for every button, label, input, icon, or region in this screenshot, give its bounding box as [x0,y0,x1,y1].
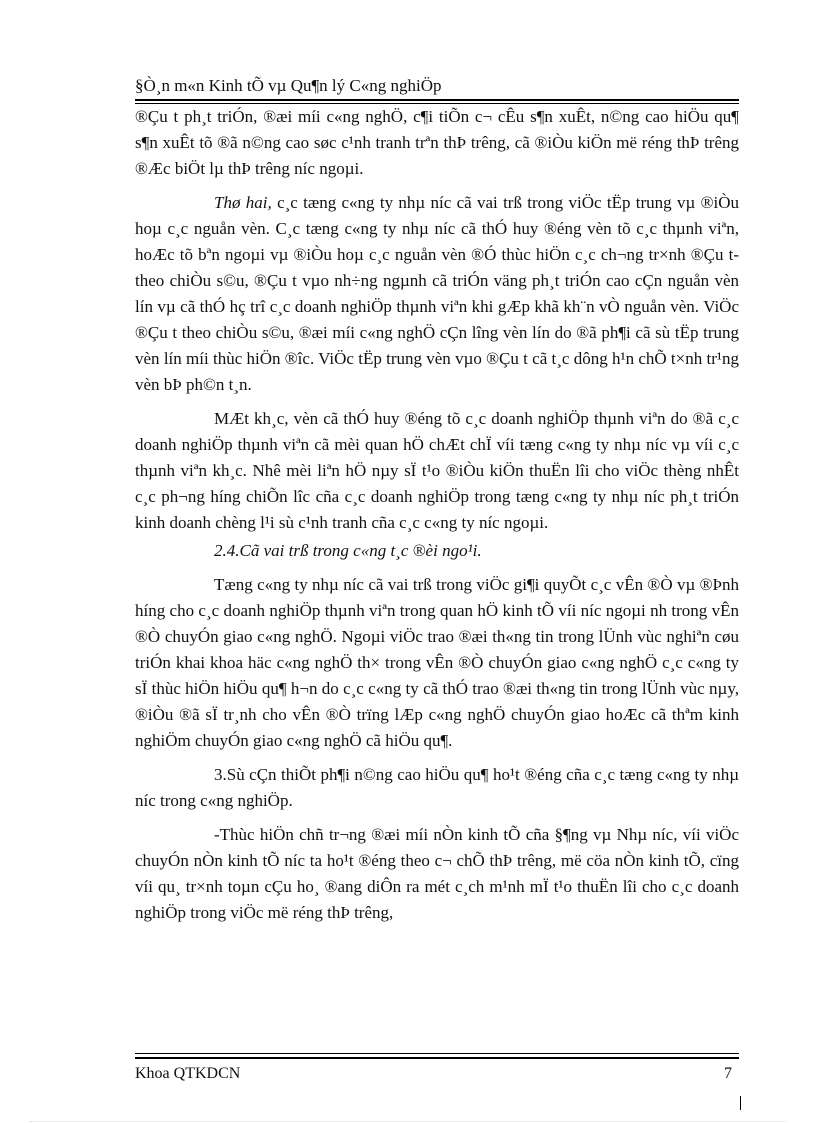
header-rule-thick [135,99,739,101]
paragraph-2-text: c¸c tæng c«ng ty nhµ níc cã vai trß trong viÖc tËp trung vµ ®iÒu hoµ c¸c nguån vèn. C¸c tæng c«ng ty nhµ níc cã thÓ huy ®éng vèn tõ c¸c thµnh viªn, hoÆc tõ bªn ngoµi vµ ®iÒu hoµ c¸c nguån vèn ®Ó thùc hiÖn c¸c ch¬ng tr×nh ®Çu t theo chiÒu s©u, ®Çu t vµo nh÷ng ngµnh cã triÓn väng ph¸t triÓn cao cÇn nguån vèn lín vµ cã thÓ hç trî c¸c doanh nghiÖp thµnh viªn khi gÆp khã kh¨n vÒ nguån vèn. ViÖc ®Çu t theo chiÒu s©u, ®æi míi c«ng nghÖ cÇn lîng vèn lín do ®ã ph¶i cã sù tËp trung vèn lín míi thùc hiÖn ®îc. ViÖc tËp trung vèn vµo ®Çu t cã t¸c dông h¹n chÕ t×nh tr¹ng vèn bÞ ph©n t¸n. [135,193,739,394]
footer-rule-thick [135,1057,739,1059]
document-body [135,104,739,926]
paragraph-1: ®Çu t ph¸t triÓn, ®æi míi c«ng nghÖ, c¶i tiÕn c¬ cÊu s¶n xuÊt, n©ng cao hiÖu qu¶ s¶n xuÊt tõ ®ã n©ng cao søc c¹nh tranh trªn thÞ trêng, cã ®iÒu kiÖn më réng thÞ trêng ®Æc biÖt lµ thÞ trêng níc ngoµi. [135,107,739,178]
footer-margin-tick [740,1096,741,1110]
footer-faculty: Khoa QTKDCN [135,1065,241,1082]
paragraph-2 [135,190,739,398]
footer-page-number: 7 [724,1065,732,1082]
paragraph-3: MÆt kh¸c, vèn cã thÓ huy ®éng tõ c¸c doanh nghiÖp thµnh viªn do ®ã c¸c doanh nghiÖp thµnh viªn cã mèi quan hÖ chÆt chÏ víi tæng c«ng ty nhµ níc vµ víi c¸c thµnh viªn kh¸c. Nhê mèi liªn hÖ nµy sÏ t¹o ®iÒu kiÖn thuËn lîi cho viÖc thèng nhÊt c¸c ph¬ng híng chiÕn lîc cña c¸c doanh nghiÖp trong tæng c«ng ty nhµ níc ph¸t triÓn kinh doanh chèng l¹i sù c¹nh tranh cña c¸c c«ng ty níc ngoµi. [135,409,739,532]
section-heading-3: 3.Sù cÇn thiÕt ph¶i n©ng cao hiÖu qu¶ ho¹t ®éng cña c¸c tæng c«ng ty nhµ níc trong c«ng nghiÖp. [135,765,739,810]
paragraph-2-lead: Thø hai, [214,193,272,212]
page-bottom-dotted-line [30,1121,786,1122]
footer-rule-thin [135,1053,739,1054]
section-heading-2-4: 2.4.Cã vai trß trong c«ng t¸c ®èi ngo¹i. [214,541,482,560]
page-header-title: §Ò¸n m«n Kinh tÕ vµ Qu¶n lý C«ng nghiÖp [135,76,442,95]
paragraph-5: -Thùc hiÖn chñ tr¬ng ®æi míi nÒn kinh tÕ cña §¶ng vµ Nhµ níc, víi viÖc chuyÓn nÒn kinh tÕ níc ta ho¹t ®éng theo c¬ chÕ thÞ trêng, më cöa nÒn kinh tÕ, cïng víi qu¸ tr×nh toµn cÇu ho¸ ®ang diÔn ra mét c¸ch m¹nh mÏ t¹o thuËn lîi cho c¸c doanh nghiÖp trong viÖc më réng thÞ trêng, [135,825,739,922]
paragraph-4: Tæng c«ng ty nhµ níc cã vai trß trong viÖc gi¶i quyÕt c¸c vÊn ®Ò vµ ®Þnh híng cho c¸c doanh nghiÖp thµnh viªn trong quan hÖ kinh tÕ víi níc ngoµi nh trong vÊn ®Ò chuyÓn giao c«ng nghÖ. Ngoµi viÖc trao ®æi th«ng tin trong lÜnh vùc nghiªn cøu triÓn khai khoa häc c«ng nghÖ th× trong vÊn ®Ò chuyÓn giao c«ng nghÖ c¸c c«ng ty sÏ thùc hiÖn hiÖu qu¶ h¬n do c¸c c«ng ty cã thÓ trao ®æi th«ng tin trong lÜnh vùc nµy, ®iÒu ®ã sÏ tr¸nh cho vÊn ®Ò trïng lÆp c«ng nghÖ chuyÓn giao hoÆc cã thªm kinh nghiÖm chuyÓn giao c«ng nghÖ cã hiÖu qu¶. [135,575,739,750]
